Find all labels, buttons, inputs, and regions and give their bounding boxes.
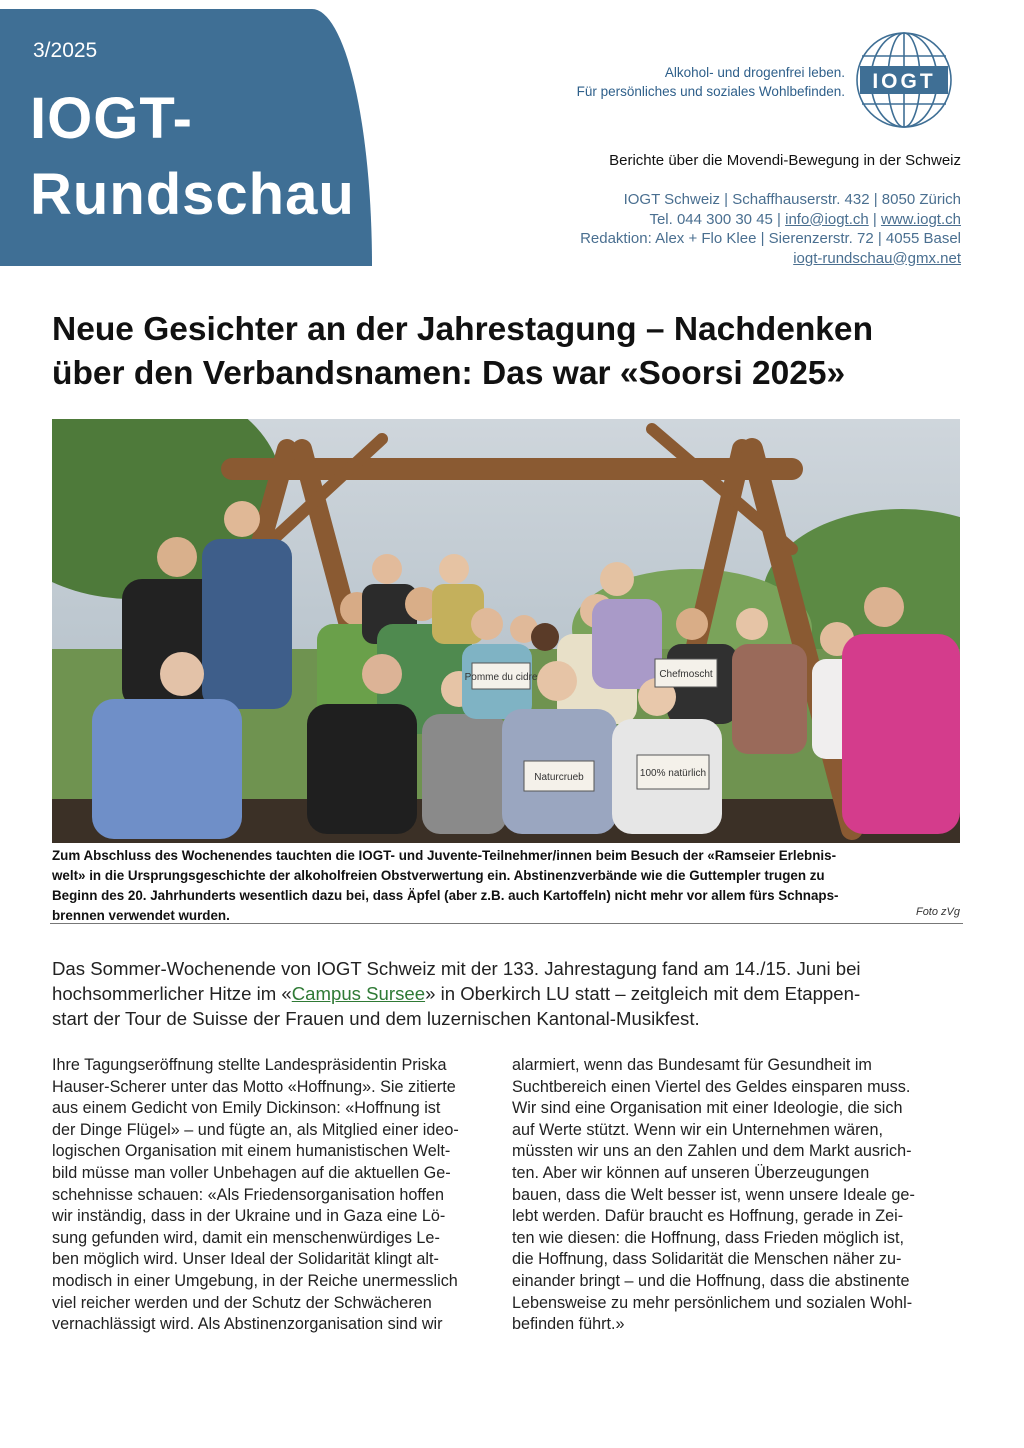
contact-address: IOGT Schweiz | Schaffhauserstr. 432 | 8050 Zürich	[623, 191, 961, 208]
masthead-banner	[0, 9, 372, 266]
photo-credit: Foto zVg	[915, 906, 960, 918]
tagline	[577, 63, 845, 101]
body-line: modisch in einer Umgebung, in der Reiche unermesslich	[52, 1271, 458, 1290]
contact-block	[580, 190, 961, 268]
tagline-line2: Für persönliches und soziales Wohlbefinden.	[576, 84, 845, 99]
logo-text: IOGT	[872, 70, 936, 93]
sign-chefmoscht: Chefmoscht	[659, 669, 713, 680]
caption-line1: Zum Abschluss des Wochenendes tauchten die IOGT- und Juvente-Teilnehmer/innen beim Besuch der «Ramseier Erlebnis-	[52, 848, 837, 863]
email-link-info[interactable]: info@iogt.ch	[785, 210, 869, 228]
body-line: ten. Aber wir können auf unseren Überzeugungen	[512, 1163, 870, 1182]
sign-pomme-du-cidre: Pomme du cidre	[464, 672, 538, 683]
website-link[interactable]: www.iogt.ch	[880, 210, 961, 228]
phone-number: Tel. 044 300 30 45 |	[649, 210, 786, 228]
body-line: Wir sind eine Organisation mit einer Ideologie, die sich	[512, 1099, 903, 1118]
lead-line2	[52, 981, 964, 1006]
headline-line1: Neue Gesichter an der Jahrestagung – Nachdenken	[52, 311, 874, 348]
body-line: der Dinge Flügel» – und fügte an, als Mitglied einer ideo-	[52, 1120, 459, 1139]
lead-line1: Das Sommer-Wochenende von IOGT Schweiz mit der 133. Jahrestagung fand am 14./15. Juni bei	[52, 958, 861, 979]
issue-number: 3/2025	[33, 39, 98, 62]
caption-line3: Beginn des 20. Jahrhunderts wesentlich dazu bei, dass Äpfel (aber z.B. auch Kartoffeln) nicht mehr vor allem fürs Schnaps-	[52, 888, 839, 903]
tagline-line1: Alkohol- und drogenfrei leben.	[664, 65, 845, 80]
lead-line2-pre: hochsommerlicher Hitze im «	[52, 983, 292, 1004]
body-line: sung gefunden wird, damit ein menschenwürdiges Le-	[52, 1228, 440, 1247]
body-column-left	[52, 1055, 502, 1336]
subtitle: Berichte über die Movendi-Bewegung in der Schweiz	[609, 152, 961, 169]
campus-sursee-link[interactable]: Campus Sursee	[291, 983, 426, 1004]
body-line: logischen Organisation mit einem humanistischen Welt-	[52, 1142, 451, 1161]
body-line: wir inständig, dass in der Ukraine und in Gaza eine Lö-	[52, 1207, 446, 1226]
caption-line2: welt» in die Ursprungsgeschichte der alkoholfreien Obstverwertung ein. Abstinenzverbände wie die Guttempler trugen zu	[52, 868, 825, 883]
body-line: die Hoffnung, dass Solidarität die Menschen näher zu-	[512, 1250, 902, 1269]
group-photo	[52, 419, 960, 843]
globe-logo-icon	[852, 30, 956, 130]
email-link-editorial[interactable]: iogt-rundschau@gmx.net	[793, 249, 961, 267]
sign-natuerlich: 100% natürlich	[639, 768, 707, 779]
body-line: Suchtbereich einen Viertel des Geldes einsparen muss.	[512, 1077, 911, 1096]
body-line: befinden führt.»	[512, 1315, 625, 1334]
body-line: auf Werte stützt. Wenn wir ein Unternehmen wären,	[512, 1120, 883, 1139]
photo-caption	[52, 846, 962, 926]
contact-editorial: Redaktion: Alex + Flo Klee | Sierenzerstr. 72 | 4055 Basel	[580, 230, 961, 247]
body-line: vernachlässigt wird. Als Abstinenzorganisation sind wir	[52, 1315, 443, 1334]
lead-paragraph	[52, 956, 964, 1031]
publication-title	[30, 81, 355, 233]
caption-line4: brennen verwendet wurden.	[52, 908, 230, 923]
body-line: Ihre Tagungseröffnung stellte Landespräsidentin Priska	[52, 1056, 447, 1074]
body-line: alarmiert, wenn das Bundesamt für Gesundheit im	[512, 1056, 872, 1074]
lead-line2-post: » in Oberkirch LU statt – zeitgleich mit dem Etappen-	[425, 983, 861, 1004]
body-line: ten wie diesen: die Hoffnung, dass Frieden möglich ist,	[512, 1228, 905, 1247]
body-line: schehnisse schauen: «Als Friedensorganisation hoffen	[52, 1185, 445, 1204]
lead-line3: start der Tour de Suisse der Frauen und dem luzernischen Kantonal-Musikfest.	[52, 1008, 700, 1029]
contact-phone-line	[580, 210, 961, 230]
body-column-right	[512, 1055, 962, 1336]
body-line: einander bringt – und die Hoffnung, dass die abstinente	[512, 1271, 910, 1290]
body-line: aus einem Gedicht von Emily Dickinson: «Hoffnung ist	[52, 1099, 441, 1118]
body-line: ben möglich wird. Unser Ideal der Solidarität klingt alt-	[52, 1250, 439, 1269]
body-line: müssten wir uns an den Zahlen und dem Markt ausrich-	[512, 1142, 912, 1161]
headline-line2: über den Verbandsnamen: Das war «Soorsi 2025»	[52, 355, 846, 392]
publication-title-line2: Rundschau	[30, 162, 355, 227]
body-line: viel reicher werden und der Schutz der Schwächeren	[52, 1293, 432, 1312]
body-line: bild müsse man voller Unbehagen auf die aktuellen Ge-	[52, 1163, 451, 1182]
article-headline	[52, 308, 982, 396]
body-line: bauen, dass die Welt besser ist, wenn unsere Ideale ge-	[512, 1185, 915, 1204]
sign-naturcrueb: Naturcrueb	[534, 772, 584, 783]
separator: |	[868, 210, 881, 228]
publication-title-line1: IOGT-	[30, 86, 193, 151]
divider	[50, 923, 963, 924]
body-line: Hauser-Scherer unter das Motto «Hoffnung». Sie zitierte	[52, 1077, 456, 1096]
body-line: lebt werden. Dafür braucht es Hoffnung, gerade in Zei-	[512, 1207, 904, 1226]
body-line: Lebensweise zu mehr persönlichem und sozialen Wohl-	[512, 1293, 913, 1312]
